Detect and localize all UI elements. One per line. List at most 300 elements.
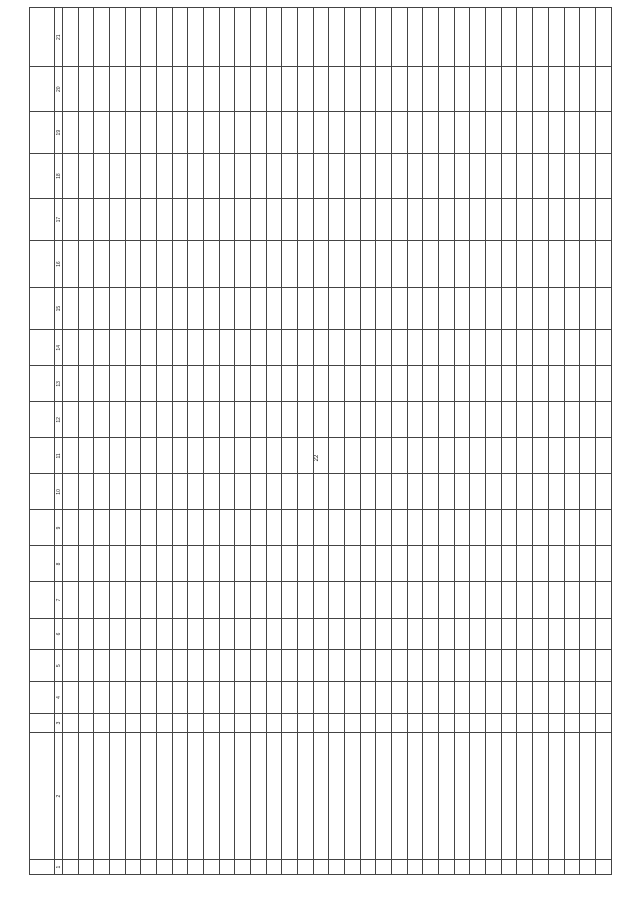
table-cell [188, 8, 204, 67]
table-cell [282, 198, 298, 240]
table-cell [266, 8, 282, 67]
table-cell [376, 713, 392, 732]
table-cell [486, 67, 502, 112]
table-cell [486, 732, 502, 859]
table-cell [125, 860, 141, 875]
table-cell [94, 682, 110, 714]
table-cell [595, 67, 611, 112]
table-cell [94, 474, 110, 510]
table-cell [157, 111, 173, 153]
table-cell [266, 732, 282, 859]
table-cell [219, 438, 235, 474]
header-cell [30, 287, 55, 329]
table-cell [63, 366, 79, 402]
table-cell [298, 67, 314, 112]
table-cell [188, 198, 204, 240]
header-cell [30, 8, 55, 67]
table-cell [376, 287, 392, 329]
column-number-cell: 8 [55, 546, 63, 582]
column-number-cell: 6 [55, 618, 63, 650]
table-cell [298, 8, 314, 67]
table-cell [110, 287, 126, 329]
table-cell [548, 713, 564, 732]
table-cell [407, 650, 423, 682]
table-cell [345, 438, 361, 474]
table-cell [345, 546, 361, 582]
table-cell [376, 618, 392, 650]
table-cell [110, 474, 126, 510]
table-cell [533, 713, 549, 732]
table-cell [470, 546, 486, 582]
table-cell [407, 546, 423, 582]
table-cell [266, 241, 282, 288]
table-cell [580, 682, 596, 714]
table-row [501, 8, 517, 875]
table-cell [501, 198, 517, 240]
table-cell [298, 618, 314, 650]
table-cell [125, 438, 141, 474]
table-cell [407, 154, 423, 199]
table-cell [580, 510, 596, 546]
table-cell [454, 474, 470, 510]
table-cell [235, 618, 251, 650]
table-cell [345, 241, 361, 288]
table-cell [470, 402, 486, 438]
table-cell [329, 546, 345, 582]
table-cell [595, 402, 611, 438]
table-cell [313, 510, 329, 546]
table-cell [172, 287, 188, 329]
table-cell [439, 682, 455, 714]
table-cell [78, 682, 94, 714]
table-cell [204, 546, 220, 582]
column-number-cell: 3 [55, 713, 63, 732]
table-cell [376, 8, 392, 67]
table-cell [454, 198, 470, 240]
table-row [376, 8, 392, 875]
table-cell [580, 860, 596, 875]
column-number-cell: 16 [55, 241, 63, 288]
table-cell [564, 111, 580, 153]
table-cell [580, 582, 596, 618]
table-cell [392, 860, 408, 875]
table-cell [110, 510, 126, 546]
table-cell [454, 241, 470, 288]
table-cell [298, 713, 314, 732]
table-cell [282, 713, 298, 732]
table-cell [454, 67, 470, 112]
table-cell [392, 366, 408, 402]
table-cell [235, 510, 251, 546]
table-cell [172, 111, 188, 153]
table-cell [282, 402, 298, 438]
table-cell [251, 287, 267, 329]
table-cell [235, 402, 251, 438]
table-cell [235, 111, 251, 153]
table-row [219, 8, 235, 875]
table-cell [501, 618, 517, 650]
table-cell [63, 241, 79, 288]
table-cell [110, 682, 126, 714]
table-cell [423, 287, 439, 329]
table-row [454, 8, 470, 875]
table-cell [392, 330, 408, 366]
table-cell [63, 618, 79, 650]
table-cell [313, 366, 329, 402]
table-row [423, 8, 439, 875]
table-cell [172, 860, 188, 875]
table-cell [63, 650, 79, 682]
table-cell [235, 67, 251, 112]
header-cell [30, 474, 55, 510]
table-cell [407, 713, 423, 732]
table-cell [204, 67, 220, 112]
table-cell [219, 366, 235, 402]
table-cell [392, 474, 408, 510]
table-cell [94, 366, 110, 402]
table-cell [125, 732, 141, 859]
table-cell [407, 402, 423, 438]
table-cell [204, 582, 220, 618]
table-cell [533, 732, 549, 859]
table-cell [580, 67, 596, 112]
table-cell [110, 8, 126, 67]
table-cell [533, 682, 549, 714]
table-cell [329, 510, 345, 546]
table-cell [110, 650, 126, 682]
table-cell [172, 510, 188, 546]
table-cell [345, 618, 361, 650]
table-cell [63, 154, 79, 199]
table-cell [470, 474, 486, 510]
table-cell [188, 713, 204, 732]
table-cell [282, 241, 298, 288]
table-cell [533, 860, 549, 875]
table-cell [329, 330, 345, 366]
table-row [251, 8, 267, 875]
table-cell [392, 682, 408, 714]
table-cell [329, 713, 345, 732]
table-cell [94, 198, 110, 240]
table-cell [141, 330, 157, 366]
table-cell [94, 510, 110, 546]
table-cell [454, 650, 470, 682]
column-number-cell: 14 [55, 330, 63, 366]
table-cell [141, 732, 157, 859]
table-cell [219, 67, 235, 112]
table-cell [517, 510, 533, 546]
table-cell [219, 618, 235, 650]
table-cell [439, 241, 455, 288]
table-cell [157, 860, 173, 875]
table-cell [313, 111, 329, 153]
table-cell [63, 8, 79, 67]
table-cell [125, 402, 141, 438]
table-cell [376, 330, 392, 366]
table-cell [501, 402, 517, 438]
table-cell [345, 330, 361, 366]
table-cell [219, 111, 235, 153]
table-cell [125, 241, 141, 288]
column-number-cell: 21 [55, 8, 63, 67]
table-cell [360, 650, 376, 682]
column-number-cell: 10 [55, 474, 63, 510]
table-cell [298, 154, 314, 199]
table-cell [172, 650, 188, 682]
table-cell [407, 860, 423, 875]
table-cell [595, 582, 611, 618]
table-cell [423, 618, 439, 650]
table-cell [501, 241, 517, 288]
table-cell [345, 111, 361, 153]
table-cell [360, 330, 376, 366]
table-cell [564, 582, 580, 618]
table-header [30, 8, 63, 875]
header-row [30, 8, 55, 875]
table-cell [454, 111, 470, 153]
table-cell [548, 287, 564, 329]
table-cell [376, 366, 392, 402]
table-cell [580, 8, 596, 67]
table-cell [141, 713, 157, 732]
table-cell [392, 154, 408, 199]
table-cell [266, 198, 282, 240]
table-cell [266, 546, 282, 582]
table-cell [533, 330, 549, 366]
table-row [78, 8, 94, 875]
table-cell [392, 402, 408, 438]
table-cell [517, 198, 533, 240]
table-cell [376, 154, 392, 199]
table-cell [78, 713, 94, 732]
column-number-cell: 15 [55, 287, 63, 329]
column-number-cell: 12 [55, 402, 63, 438]
table-cell [157, 198, 173, 240]
table-cell [580, 154, 596, 199]
table-cell [580, 546, 596, 582]
table-cell [204, 287, 220, 329]
table-cell [486, 713, 502, 732]
table-cell [94, 287, 110, 329]
table-cell [235, 330, 251, 366]
table-cell [407, 241, 423, 288]
table-cell [439, 330, 455, 366]
table-cell [266, 67, 282, 112]
table-cell [486, 402, 502, 438]
table-cell [548, 546, 564, 582]
table-cell [454, 154, 470, 199]
table-cell [470, 650, 486, 682]
table-cell [298, 546, 314, 582]
table-cell [470, 198, 486, 240]
table-cell [63, 546, 79, 582]
table-cell [141, 510, 157, 546]
table-cell [235, 474, 251, 510]
table-cell [235, 582, 251, 618]
table-cell [564, 546, 580, 582]
page-number: 22 [314, 454, 320, 462]
table-cell [470, 713, 486, 732]
table-cell [470, 682, 486, 714]
table-cell [188, 582, 204, 618]
table-cell [188, 618, 204, 650]
header-cell [30, 154, 55, 199]
table-cell [517, 111, 533, 153]
table-cell [517, 330, 533, 366]
table-cell [564, 67, 580, 112]
table-cell [345, 860, 361, 875]
table-cell [125, 510, 141, 546]
table-cell [204, 402, 220, 438]
table-cell [564, 650, 580, 682]
table-cell [204, 860, 220, 875]
table-cell [313, 618, 329, 650]
table-cell [298, 198, 314, 240]
table-cell [298, 682, 314, 714]
table-cell [360, 154, 376, 199]
table-cell [392, 67, 408, 112]
table-cell [219, 402, 235, 438]
table-cell [94, 732, 110, 859]
table-cell [360, 546, 376, 582]
column-number-cell: 20 [55, 67, 63, 112]
table-cell [548, 366, 564, 402]
table-cell [564, 618, 580, 650]
table-cell [470, 111, 486, 153]
table-cell [533, 546, 549, 582]
table-cell [580, 241, 596, 288]
table-cell [172, 582, 188, 618]
column-number-cell: 9 [55, 510, 63, 546]
table-cell [94, 713, 110, 732]
table-cell [329, 438, 345, 474]
table-cell [251, 650, 267, 682]
table-cell [423, 682, 439, 714]
table-cell [345, 732, 361, 859]
table-cell [517, 67, 533, 112]
table-cell [470, 860, 486, 875]
table-cell [407, 618, 423, 650]
table-cell [298, 241, 314, 288]
table-cell [376, 198, 392, 240]
table-cell [172, 198, 188, 240]
table-cell [486, 546, 502, 582]
table-cell [157, 618, 173, 650]
table-cell [595, 111, 611, 153]
table-cell [533, 438, 549, 474]
table-cell [235, 287, 251, 329]
table-cell [501, 8, 517, 67]
table-cell [141, 366, 157, 402]
table-row [94, 8, 110, 875]
table-cell [376, 546, 392, 582]
table-cell [188, 682, 204, 714]
table-cell [204, 682, 220, 714]
table-cell [501, 650, 517, 682]
table-cell [110, 582, 126, 618]
column-number-cell: 18 [55, 154, 63, 199]
table-cell [266, 860, 282, 875]
table-cell [517, 650, 533, 682]
table-cell [188, 732, 204, 859]
table-cell [564, 241, 580, 288]
table-cell [345, 8, 361, 67]
table-cell [548, 438, 564, 474]
table-cell [94, 438, 110, 474]
table-cell [345, 474, 361, 510]
table-cell [470, 330, 486, 366]
table-cell [517, 241, 533, 288]
table-cell [282, 67, 298, 112]
table-cell [423, 154, 439, 199]
table-cell [235, 8, 251, 67]
table-cell [313, 546, 329, 582]
table-cell [501, 713, 517, 732]
table-cell [125, 474, 141, 510]
table-cell [78, 241, 94, 288]
table-row [282, 8, 298, 875]
header-cell [30, 366, 55, 402]
table-cell [360, 198, 376, 240]
table-cell [423, 111, 439, 153]
table-cell [439, 438, 455, 474]
table-cell [172, 67, 188, 112]
table-cell [360, 713, 376, 732]
table-cell [141, 287, 157, 329]
table-cell [141, 582, 157, 618]
table-cell [219, 650, 235, 682]
table-cell [282, 860, 298, 875]
table-cell [501, 154, 517, 199]
table-cell [188, 438, 204, 474]
table-cell [439, 582, 455, 618]
table-cell [282, 366, 298, 402]
table-cell [110, 860, 126, 875]
table-cell [454, 732, 470, 859]
table-cell [141, 154, 157, 199]
table-cell [376, 438, 392, 474]
table-cell [517, 618, 533, 650]
table-cell [266, 713, 282, 732]
table-cell [501, 111, 517, 153]
table-cell [360, 582, 376, 618]
table-cell [548, 510, 564, 546]
table-cell [188, 330, 204, 366]
table-cell [251, 366, 267, 402]
header-cell [30, 682, 55, 714]
table-cell [204, 111, 220, 153]
table-cell [188, 650, 204, 682]
table-cell [392, 650, 408, 682]
table-cell [172, 154, 188, 199]
table-cell [94, 546, 110, 582]
table-cell [360, 860, 376, 875]
table-cell [172, 438, 188, 474]
table-cell [157, 241, 173, 288]
table-cell [63, 330, 79, 366]
table-cell [376, 241, 392, 288]
table-cell [439, 111, 455, 153]
table-cell [595, 510, 611, 546]
table-cell [517, 713, 533, 732]
table-cell [125, 8, 141, 67]
table-row [63, 8, 79, 875]
table-cell [188, 860, 204, 875]
column-number-cell: 5 [55, 650, 63, 682]
table-cell [141, 402, 157, 438]
table-cell [454, 287, 470, 329]
table-cell [63, 732, 79, 859]
